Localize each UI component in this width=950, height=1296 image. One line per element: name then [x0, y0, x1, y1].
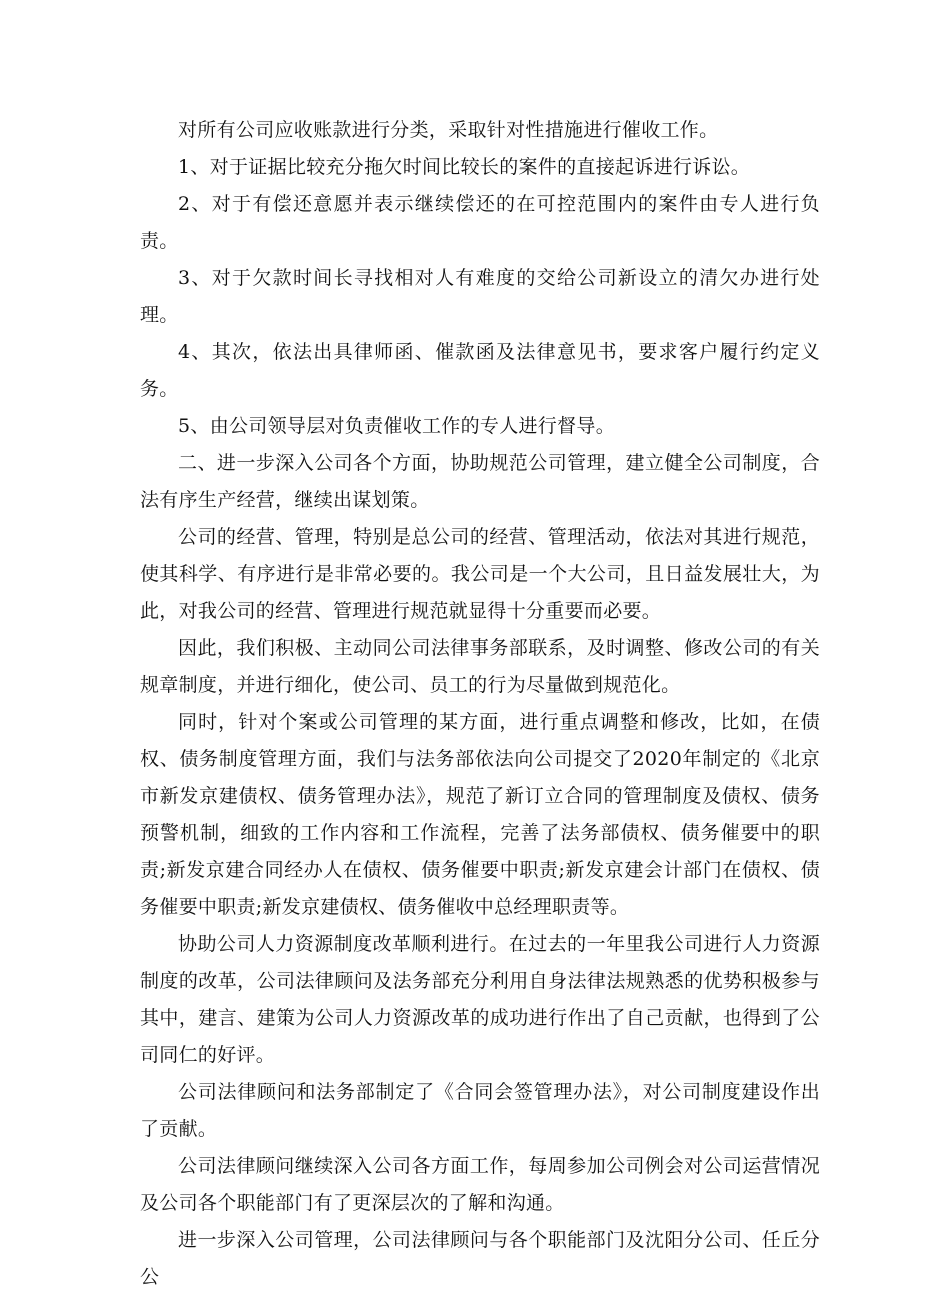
paragraph-weekly-meetings: 公司法律顾问继续深入公司各方面工作，每周参加公司例会对公司运营情况及公司各个职能部门有了更深层次的了解和沟通。 [140, 1155, 820, 1214]
paragraph-deeper-management: 进一步深入公司管理，公司法律顾问与各个职能部门及沈阳分公司、任丘分公 [140, 1229, 820, 1288]
paragraph-management-norms: 公司的经营、管理，特别是总公司的经营、管理活动，依法对其进行规范，使其科学、有序进行是非常必要的。我公司是一个大公司，且日益发展壮大，为此，对我公司的经营、管理进行规范就显得十分重要而必要。 [140, 526, 820, 622]
paragraph-legal-department-contact: 因此，我们积极、主动同公司法律事务部联系，及时调整、修改公司的有关规章制度，并进行细化，使公司、员工的行为尽量做到规范化。 [140, 637, 820, 696]
paragraph-contract-signing-rules: 公司法律顾问和法务部制定了《合同会签管理办法》，对公司制度建设作出了贡献。 [140, 1081, 820, 1140]
paragraph-item-2: 2、对于有偿还意愿并表示继续偿还的在可控范围内的案件由专人进行负责。 [140, 193, 820, 252]
section-two-heading: 二、进一步深入公司各个方面，协助规范公司管理，建立健全公司制度，合法有序生产经营，继续出谋划策。 [140, 452, 820, 511]
paragraph-receivables-classification: 对所有公司应收账款进行分类，采取针对性措施进行催收工作。 [178, 119, 719, 141]
paragraph-hr-reform: 协助公司人力资源制度改革顺利进行。在过去的一年里我公司进行人力资源制度的改革，公司法律顾问及法务部充分利用自身法律法规熟悉的优势积极参与其中，建言、建策为公司人力资源改革的成功进行作出了自己贡献，也得到了公司同仁的好评。 [140, 933, 820, 1066]
paragraph-item-4: 4、其次，依法出具律师函、催款函及法律意见书，要求客户履行约定义务。 [140, 341, 820, 400]
paragraph-debt-management: 同时，针对个案或公司管理的某方面，进行重点调整和修改，比如，在债权、债务制度管理方面，我们与法务部依法向公司提交了2020年制定的《北京市新发京建债权、债务管理办法》，规范了新订立合同的管理制度及债权、债务预警机制，细致的工作内容和工作流程，完善了法务部债权、债务催要中的职责;新发京建合同经办人在债权、债务催要中职责;新发京建会计部门在债权、债务催要中职责;新发京建债权、债务催收中总经理职责等。 [140, 711, 820, 918]
paragraph-item-1: 1、对于证据比较充分拖欠时间比较长的案件的直接起诉进行诉讼。 [178, 156, 751, 178]
document-body [140, 112, 820, 1296]
paragraph-item-5: 5、由公司领导层对负责催收工作的专人进行督导。 [178, 415, 615, 437]
paragraph-item-3: 3、对于欠款时间长寻找相对人有难度的交给公司新设立的清欠办进行处理。 [140, 267, 820, 326]
